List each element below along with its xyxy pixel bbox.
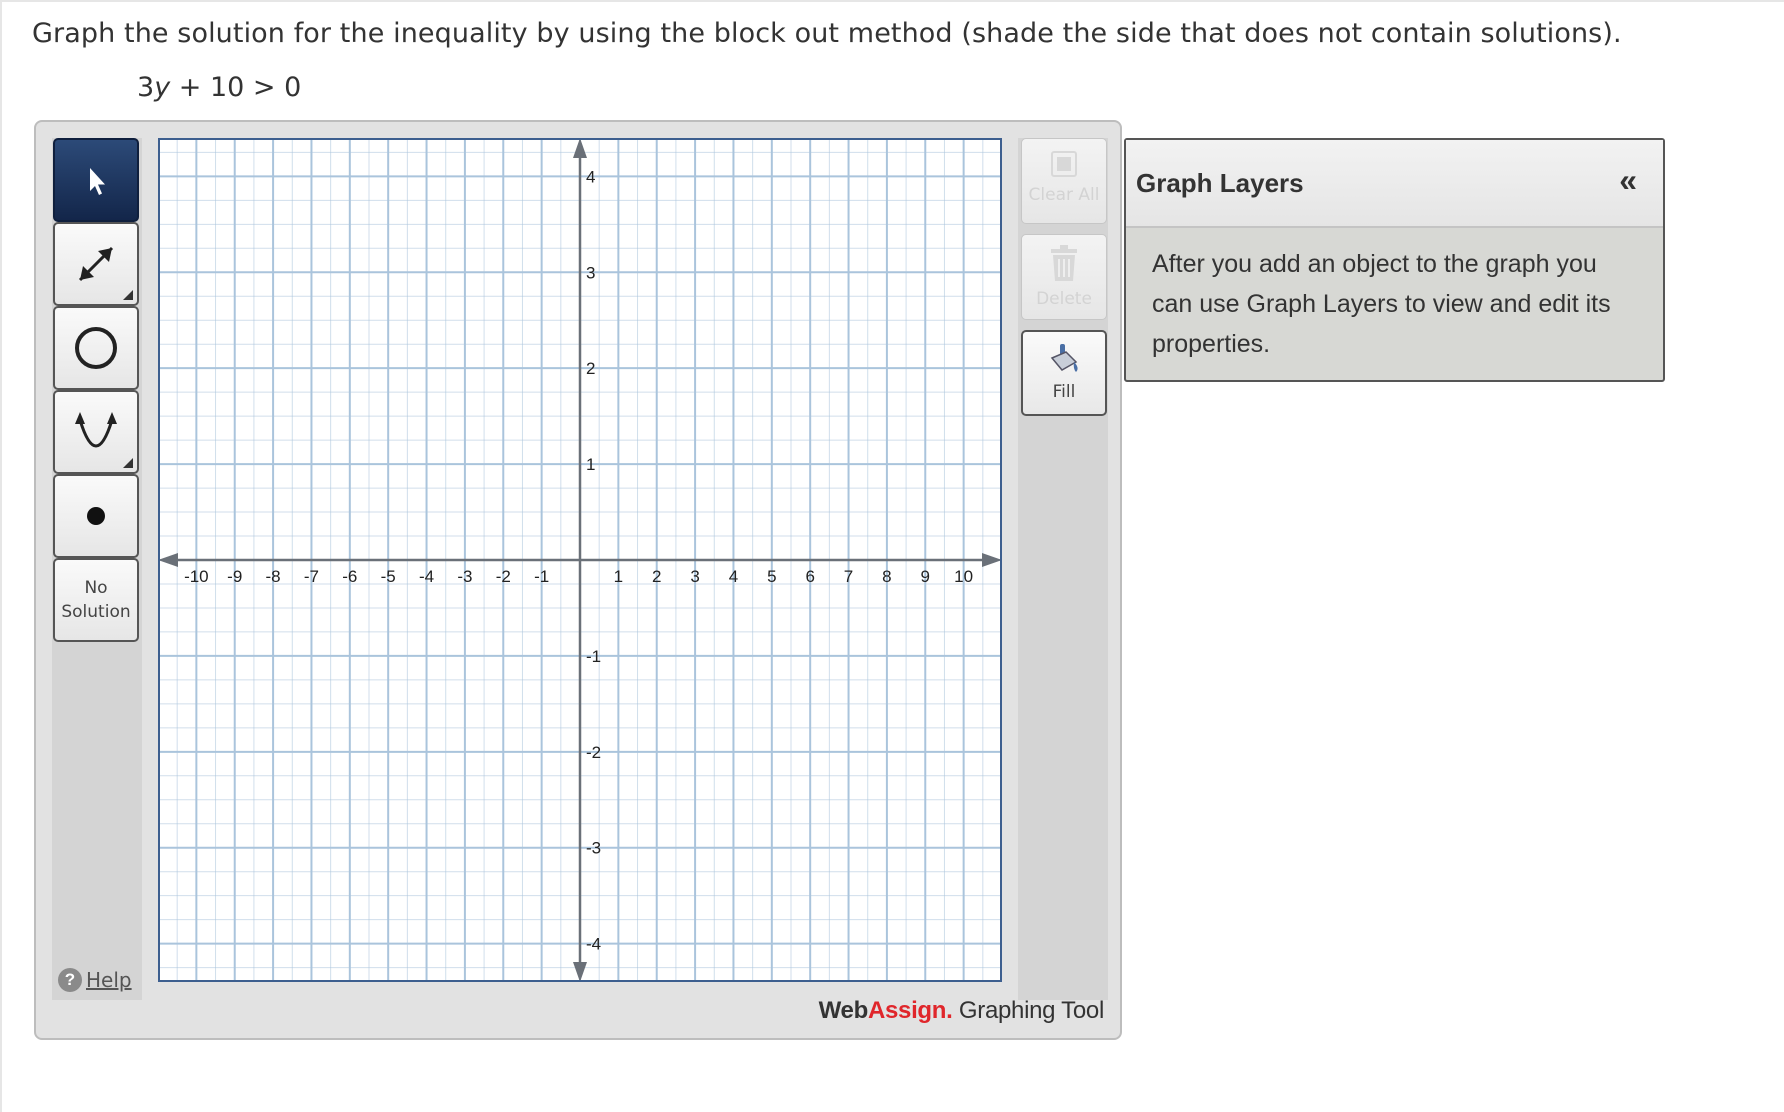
point-tool-button[interactable] (53, 474, 139, 558)
x-tick-label: 2 (651, 567, 662, 586)
x-tick-label: -9 (227, 567, 243, 586)
x-tick-label: -5 (380, 567, 396, 586)
clear-all-button[interactable] (1021, 138, 1107, 224)
x-tick-label: 9 (920, 567, 931, 586)
graph-layers-title: Graph Layers (1136, 168, 1304, 198)
delete-button[interactable] (1021, 234, 1107, 320)
x-tick-label: -7 (303, 567, 320, 586)
x-tick-label: 6 (805, 567, 815, 586)
x-tick-label: 1 (613, 567, 624, 586)
inequality-expression: 3y + 10 > 0 (137, 72, 302, 103)
no-solution-label-2: Solution (61, 602, 131, 622)
y-tick-label: -1 (586, 646, 602, 666)
graph-layers-message: After you add an object to the graph you can use Graph Layers to view and edit its properties. (1152, 250, 1611, 358)
x-tick-label: 8 (882, 567, 892, 586)
graph-area[interactable] (158, 138, 1002, 982)
graphing-tool (34, 120, 1122, 1040)
x-tick-label: 5 (767, 567, 777, 586)
point-tool-icon (81, 501, 111, 531)
x-tick-label: -8 (265, 567, 281, 586)
trash-icon (1047, 245, 1081, 283)
coordinate-plane[interactable] (158, 138, 1002, 982)
pointer-arrow-icon (76, 160, 116, 200)
question-prompt: Graph the solution for the inequality by using the block out method (shade the side that does not contain solutions). (32, 18, 1622, 49)
parabola-tool-button[interactable] (53, 390, 139, 474)
x-tick-label: -6 (342, 567, 358, 586)
delete-label: Delete (1036, 289, 1092, 309)
help-question-icon: ? (58, 968, 82, 992)
x-tick-label: 4 (728, 567, 739, 586)
no-solution-label-1: No (84, 578, 108, 598)
tool-palette (52, 138, 142, 1000)
parabola-tool-icon (68, 404, 124, 460)
paint-bucket-icon (1046, 342, 1082, 376)
select-tool-button[interactable] (53, 138, 139, 222)
y-tick-label: 4 (586, 167, 596, 187)
help-label: Help (86, 968, 132, 992)
circle-tool-button[interactable] (53, 306, 139, 390)
no-solution-button[interactable] (53, 558, 139, 642)
clear-all-label: Clear All (1028, 185, 1100, 205)
y-tick-label: 3 (586, 263, 596, 283)
graph-layers-panel (1124, 138, 1665, 382)
x-tick-label: -1 (534, 567, 550, 586)
x-tick-label: 10 (954, 567, 974, 586)
y-tick-label: 1 (586, 455, 596, 475)
y-tick-label: -4 (586, 934, 602, 954)
clear-all-icon (1049, 149, 1079, 179)
submenu-corner-icon (123, 458, 133, 468)
submenu-corner-icon (123, 290, 133, 300)
action-palette (1018, 138, 1108, 1000)
fill-button[interactable] (1021, 330, 1107, 416)
left-border (0, 0, 2, 1112)
y-tick-label: -2 (586, 742, 602, 762)
webassign-logo: WebAssign. Graphing Tool (818, 997, 1104, 1024)
y-tick-label: -3 (586, 838, 602, 858)
line-tool-icon (68, 236, 124, 292)
help-link[interactable] (58, 968, 132, 992)
x-tick-label: -4 (418, 567, 435, 586)
y-tick-label: 2 (586, 359, 596, 379)
line-tool-button[interactable] (53, 222, 139, 306)
x-tick-label: -2 (495, 567, 511, 586)
x-tick-label: -3 (457, 567, 473, 586)
top-border (0, 0, 1784, 2)
graph-layers-header (1126, 140, 1663, 228)
x-tick-label: -10 (184, 567, 209, 586)
x-tick-label: 7 (843, 567, 854, 586)
collapse-icon[interactable]: « (1619, 162, 1637, 198)
x-tick-label: 3 (690, 567, 700, 586)
circle-tool-icon (68, 320, 124, 376)
fill-label: Fill (1052, 382, 1076, 402)
